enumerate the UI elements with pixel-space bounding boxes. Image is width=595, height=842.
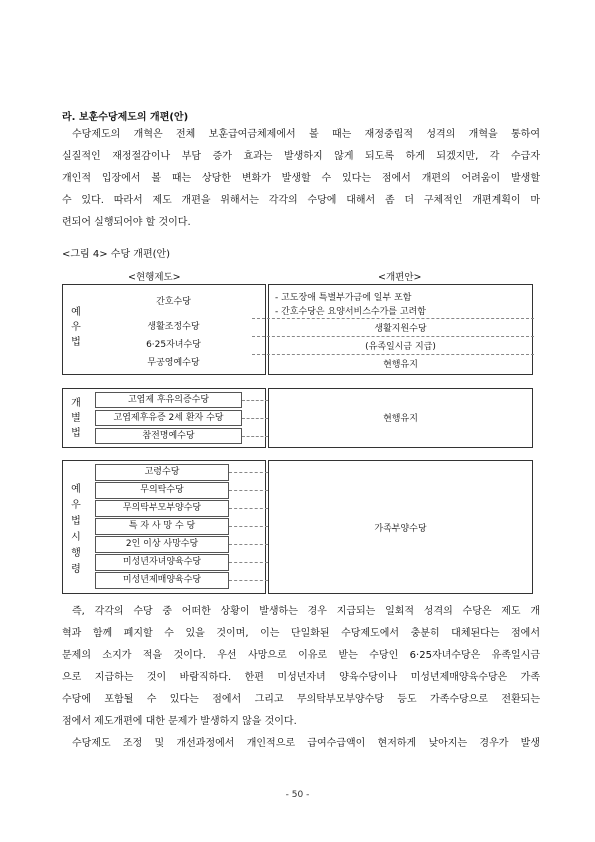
reform-family-support: 가족부양수당 [374,524,427,534]
paragraph-1 [62,124,540,234]
divider-line [229,526,268,527]
reform-living-support: 생활지원수당 [374,324,427,334]
divider-line [252,336,534,337]
paragraph-line: 문제의 소지가 적을 것이다. 우선 사망으로 이유로 받는 수당인 6·25자녀수당은 유족일시금 [62,650,540,661]
current-item-no-support: 무의탁수당 [95,482,229,499]
current-item-agent-orange-after: 고엽제 후유의증수당 [95,392,242,408]
paragraph-line: 개인적 입장에서 볼 때는 상당한 변화가 발생할 수 있다는 점에서 개편의 어려움이 발생할 [62,173,540,184]
section-heading: 라. 보훈수당제도의 개편(안) [62,112,189,123]
current-item-625-child: 6·25자녀수당 [146,340,201,350]
current-item-honor: 무공영예수당 [147,358,200,368]
reform-nursing-line-2: - 간호수당은 요양서비스수가를 고려함 [275,307,426,317]
paragraph-line: 으로 지급하는 것이 바람직하다. 한편 미성년자녀 양육수당이나 미성년제매양육수당은 가족 [62,672,540,683]
current-item-nursing: 간호수당 [156,297,191,307]
divider-line [252,318,534,319]
figure-title: <그림 4> 수당 개편(안) [62,249,171,260]
divider-line [242,418,268,419]
paragraph-2 [62,601,540,733]
paragraph-line: 실질적인 재정절감이나 부담 증가 효과는 발생하지 않게 되도록 하게 되겠지만, 각 수급자 [62,151,540,162]
current-item-minor-sibling: 미성년제매양육수당 [95,572,229,589]
current-item-minor-child: 미성년자녀양육수당 [95,554,229,571]
group1-label: 예 우 법 [71,307,81,348]
reform-survivor-lump-sum: (유족일시금 지급) [365,342,436,352]
paragraph-line: 수 있다. 따라서 제도 개편을 위해서는 각각의 수당에 대해서 좀 더 구체적인 개편계획이 마 [62,195,540,206]
current-item-living-adjust: 생활조정수당 [147,322,200,332]
page-number: - 50 - [285,790,310,800]
paragraph-line: 련되어 실행되어야 할 것이다. [62,217,191,228]
current-item-multi-death: 2인 이상 사망수당 [95,536,229,553]
current-item-elderly: 고령수당 [95,464,229,481]
divider-line [229,562,268,563]
current-item-war-honor: 참전명예수당 [95,428,242,444]
reform-nursing-line-1: - 고도장애 특별부가금에 일부 포함 [275,293,412,303]
divider-line [229,508,268,509]
divider-line [229,580,268,581]
paragraph-line: 혁과 함께 폐지할 수 있을 것이며, 이는 단일화된 수당제도에서 충분히 대체된다는 점에서 [62,628,540,639]
divider-line [229,472,268,473]
paragraph-line: 수당제도의 개혁은 전체 보훈급여금체제에서 볼 때는 재정중립적 성격의 개혁을 통하여 [72,129,540,140]
divider-line [229,490,268,491]
reform-keep-current-2: 현행유지 [383,414,418,424]
current-item-agent-orange-second-gen: 고엽제후유증 2세 환자 수당 [95,410,242,426]
paragraph-line: 점에서 제도개편에 대한 문제가 발생하지 않을 것이다. [62,716,297,727]
group3-label: 예 우 법 시 행 령 [71,484,81,575]
current-system-header: <현행제도> [128,272,181,283]
divider-line [242,400,268,401]
paragraph-line: 수당제도 조정 및 개선과정에서 개인적으로 급여수급액이 현저하게 낮아지는 경우가 발생 [72,738,540,749]
group2-label: 개 별 법 [71,398,81,439]
paragraph-3 [62,733,540,755]
current-item-parent-support: 무의탁부모부양수당 [95,500,229,517]
current-item-special-death: 특 자 사 망 수 당 [95,518,229,535]
paragraph-line: 수당에 포함될 수 있다는 점에서 그리고 무의탁부모부양수당 등도 가족수당으로 전환되는 [62,694,540,705]
paragraph-line: 즉, 각각의 수당 중 어떠한 상황이 발생하는 경우 지급되는 일회적 성격의 수당은 제도 개 [72,606,540,617]
reform-plan-header: <개편안> [378,272,422,283]
reform-keep-current-1: 현행유지 [383,360,418,370]
divider-line [242,436,268,437]
divider-line [252,354,534,355]
divider-line [229,544,268,545]
